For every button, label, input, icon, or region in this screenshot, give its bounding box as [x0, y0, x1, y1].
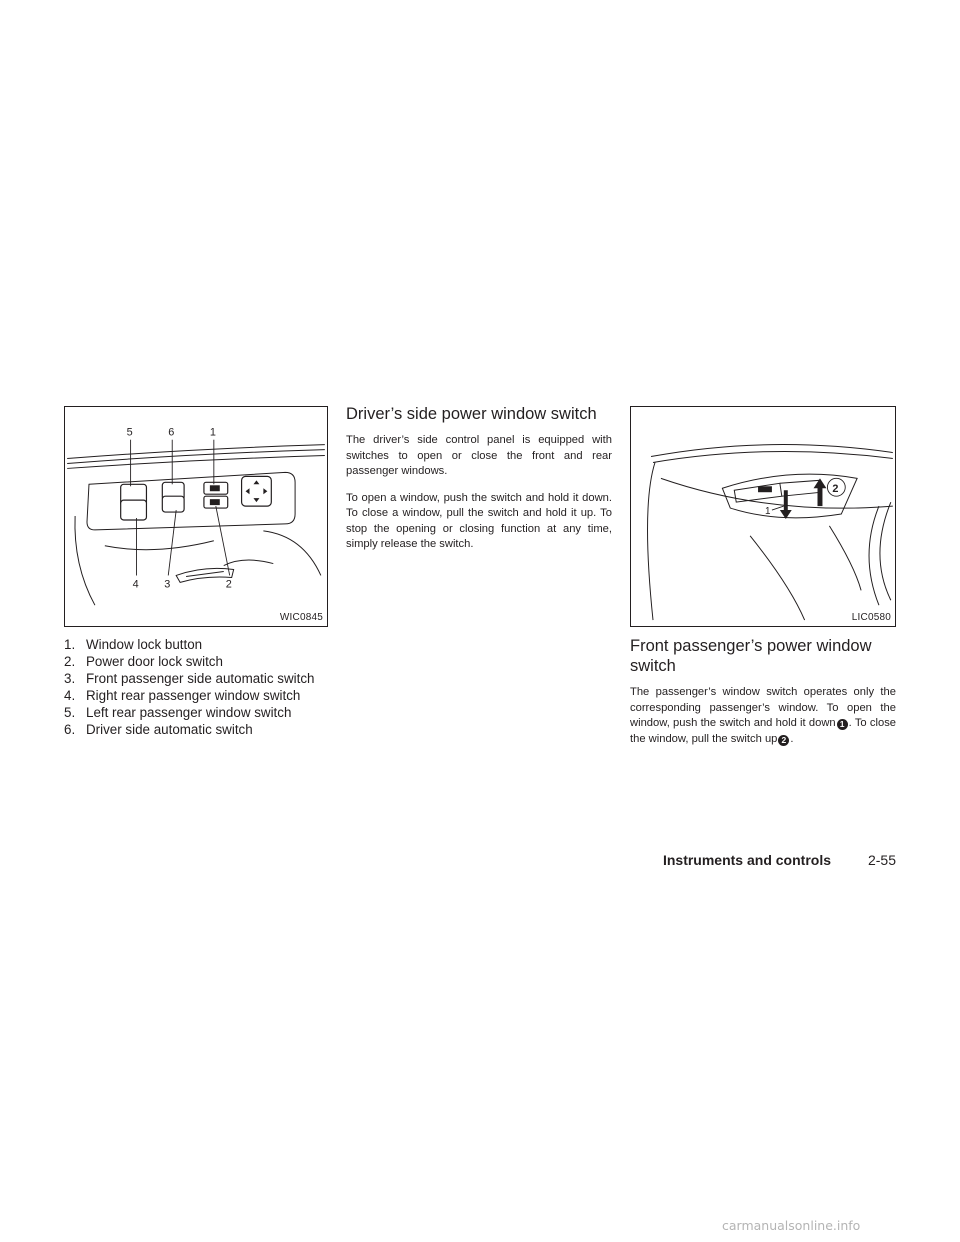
legend-number: 5. — [64, 705, 76, 720]
figure-legend — [64, 636, 344, 738]
callout-3: 3 — [164, 578, 171, 591]
section-heading: Front passenger’s power window switch — [630, 637, 872, 675]
figure-driver-switch-panel — [64, 406, 328, 627]
page-number: 2-55 — [867, 852, 896, 868]
driver-switch-panel-illustration — [65, 407, 327, 626]
legend-text: Window lock button — [86, 637, 203, 652]
callout-2: 2 — [832, 483, 839, 496]
legend-item — [64, 653, 344, 670]
legend-text: Right rear passenger window switch — [86, 688, 301, 703]
legend-text: Driver side automatic switch — [86, 722, 253, 737]
callout-2: 2 — [225, 578, 232, 591]
watermark: carmanualsonline.info — [722, 1218, 861, 1233]
section-driver-window-switch — [346, 404, 612, 553]
legend-number: 1. — [64, 637, 76, 652]
paragraph-text: . To close the window, pull the switch up — [630, 717, 897, 745]
legend-text: Power door lock switch — [86, 654, 223, 669]
figure-id-label: WIC0845 — [279, 612, 323, 623]
legend-item — [64, 687, 344, 704]
figure-passenger-switch — [630, 406, 896, 627]
passenger-switch-illustration — [631, 407, 895, 626]
legend-text: Left rear passenger window switch — [86, 705, 292, 720]
legend-item — [64, 636, 344, 653]
body-paragraph: To open a window, push the switch and hold it down. To close a window, pull the switch and hold it up. To stop the opening or closing function at any time, simply release the switch. — [346, 491, 612, 550]
legend-item — [64, 670, 344, 687]
footer-section-title: Instruments and controls — [662, 852, 831, 868]
legend-text: Front passenger side automatic switch — [86, 671, 315, 686]
legend-number: 2. — [64, 654, 76, 669]
body-paragraph — [630, 685, 896, 747]
callout-4: 4 — [132, 578, 139, 591]
legend-item — [64, 721, 344, 738]
section-heading: Driver’s side power window switch — [346, 405, 597, 423]
page-footer — [662, 850, 904, 870]
legend-item — [64, 704, 344, 721]
paragraph-text: The passenger’s window switch operates only the corresponding passenger’s window. To open the window, push the switch and hold it down — [630, 686, 896, 729]
body-paragraph: The driver’s side control panel is equipped with switches to open or close the front and rear passenger windows. — [346, 434, 612, 477]
section-passenger-window-switch — [630, 636, 896, 747]
circled-ref-2: 2 — [778, 735, 789, 746]
callout-1: 1 — [764, 506, 771, 518]
paragraph-text: . — [790, 732, 794, 745]
figure-id-label: LIC0580 — [851, 612, 891, 623]
callout-6: 6 — [168, 426, 175, 439]
legend-number: 4. — [64, 688, 76, 703]
legend-number: 3. — [64, 671, 76, 686]
legend-number: 6. — [64, 722, 76, 737]
callout-1: 1 — [209, 426, 216, 439]
circled-ref-1: 1 — [837, 719, 848, 730]
callout-5: 5 — [126, 426, 133, 439]
